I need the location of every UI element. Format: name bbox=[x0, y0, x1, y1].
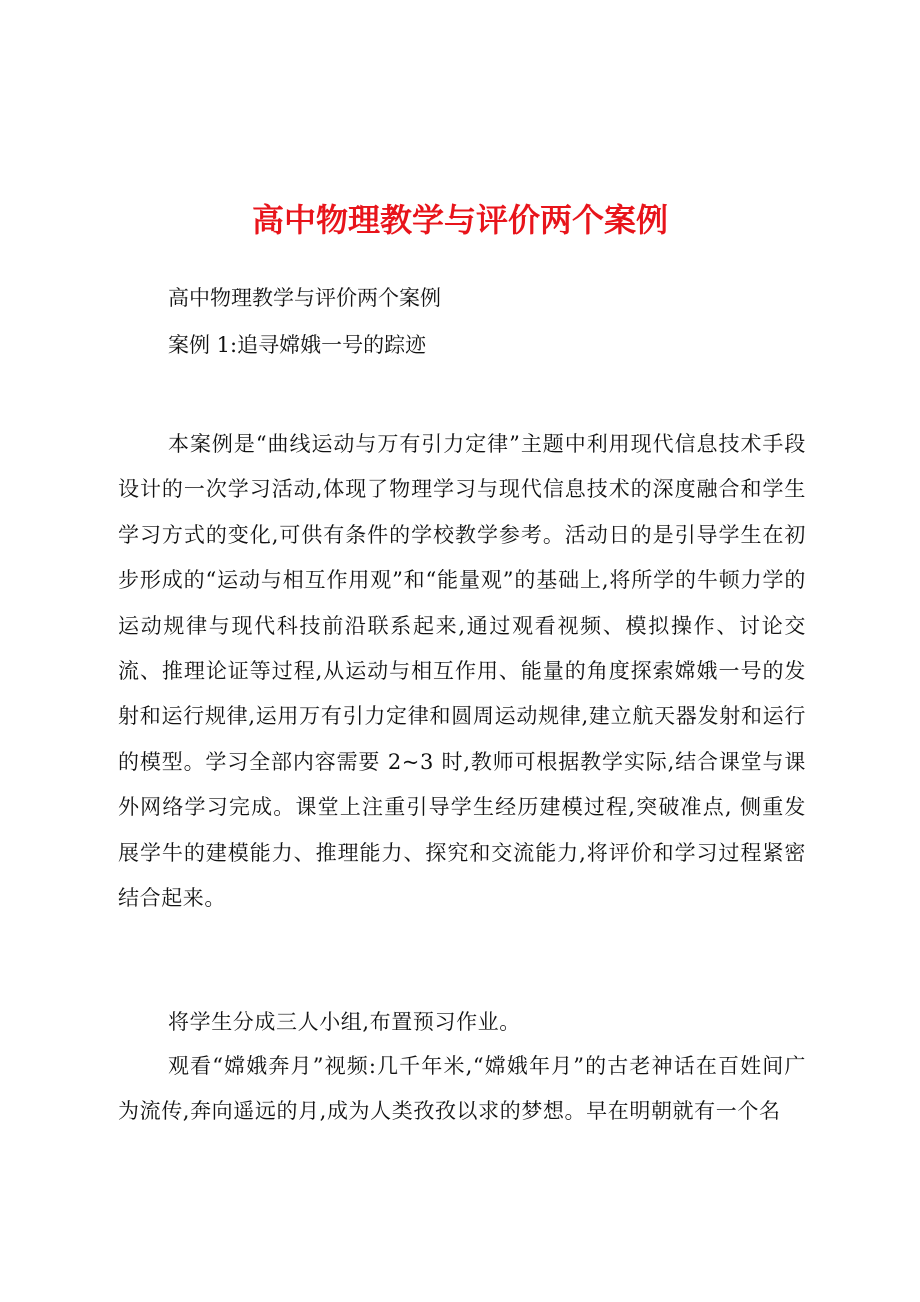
case-heading: 案例 1:追寻嫦娥一号的踪迹 bbox=[168, 333, 427, 357]
document-subtitle: 高中物理教学与评价两个案例 bbox=[168, 286, 441, 310]
grouping-paragraph: 将学生分成三人小组,布置预习作业。 bbox=[168, 1010, 521, 1034]
video-paragraph: 观看“嫦娥奔月”视频:几千年米,“嫦娥年月”的古老神话在百姓间广为流传,奔向遥远的月,成为人类孜孜以求的梦想。早在明朝就有一个名 bbox=[118, 1054, 806, 1124]
intro-paragraph: 本案例是“曲线运动与万有引力定律”主题中利用现代信息技术手段设计的一次学习活动,体现了物理学习与现代信息技术的深度融合和学生学习方式的变化,可供有条件的学校教学参考。活动日的是引导学生在初步形成的“运动与相互作用观”和“能量观”的基础上,将所学的牛顿力学的运动规律与现代科技前沿联系起来,通过观看视频、模拟操作、讨论交流、推理论证等过程,从运动与相互作用、能量的角度探索嫦娥一号的发射和运行规律,运用万有引力定律和圆周运动规律,建立航天器发射和运行的模型。学习全部内容需要 2~3 时,教师可根据教学实际,结合课堂与课外网络学习完成。课堂上注重引导学生经历建模过程,突破准点, 侧重发展学牛的建模能力、推理能力、探究和交流能力,将评价和学习过程紧密结合起来。 bbox=[118, 432, 807, 911]
document-title: 高中物理教学与评价两个案例 bbox=[251, 201, 668, 239]
